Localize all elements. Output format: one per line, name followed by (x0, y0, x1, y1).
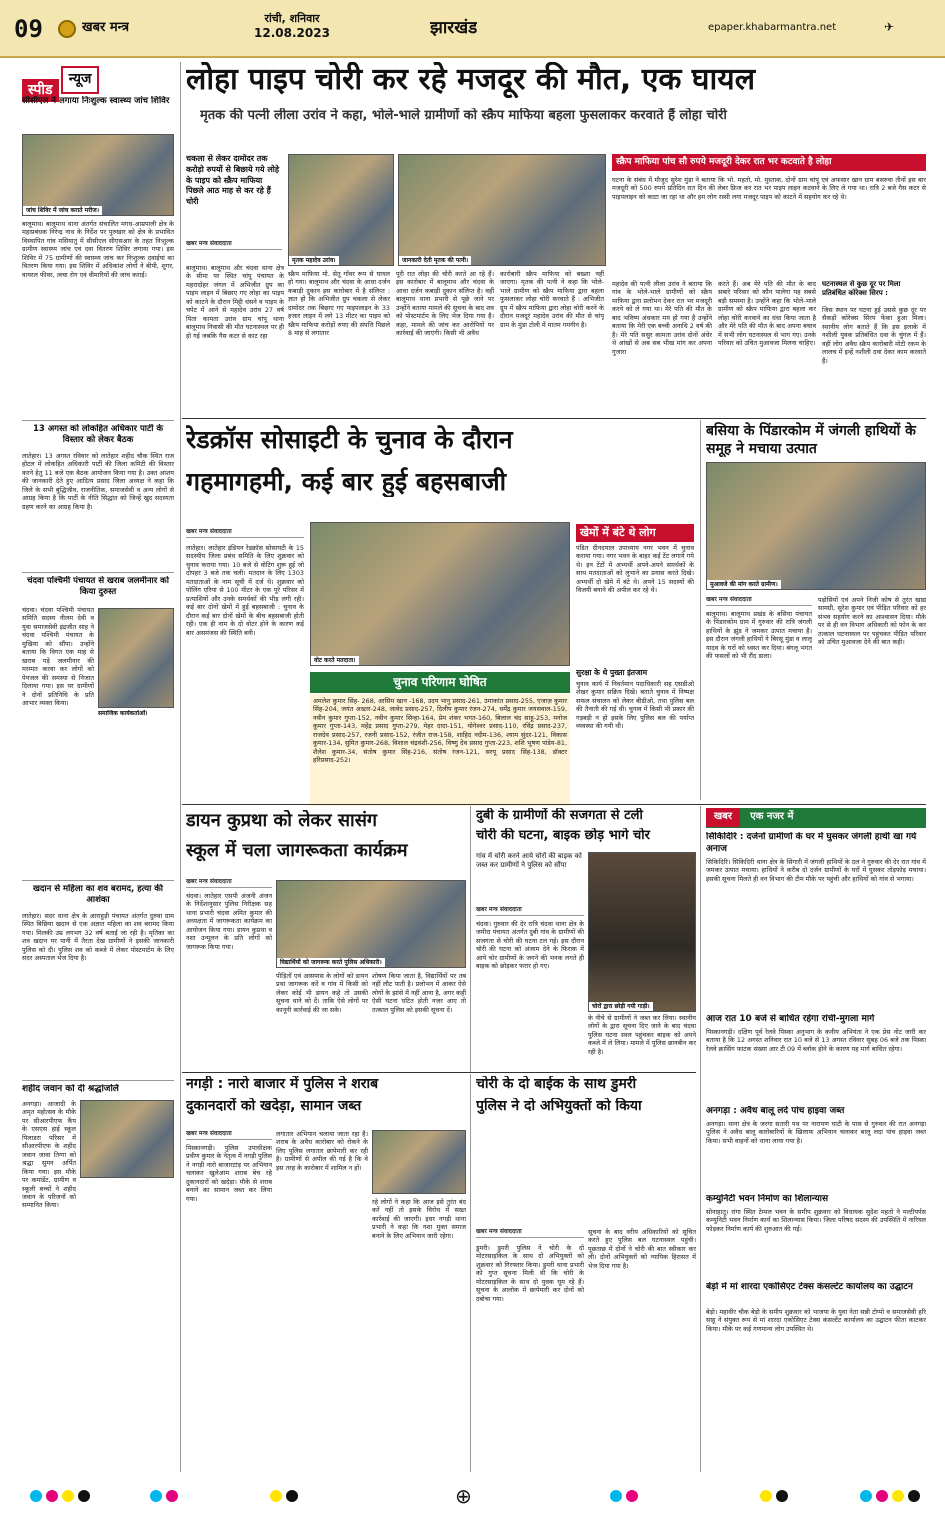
briefs-header (706, 808, 926, 828)
cmyk-dot (78, 1490, 90, 1502)
registration-mark-icon: ⊕ (455, 1484, 472, 1508)
byline: खबर मन्त्र संवाददाता (186, 240, 282, 250)
brief-headline: बेड़ो में मां शारदा एकोसिएट टेक्स कंसल्टेंट कार्यालय का उद्घाटन (706, 1282, 913, 1292)
photo-caption: मुआवजे की मांग करते ग्रामीण। (707, 580, 781, 590)
story-body: चंदवा। लातेहार एसपी अंजनी अंजन के निर्देशानुसार पुलिस निरीक्षक सह थाना प्रभारी चंदवा अमित कुमार की अध्यक्षता में जागरूकता कार्यक्रम का आयोजन किया गया। डायन कुप्रथा व नशा उन्मूलन के प्रति लोगों को जागरूक किया गया। (186, 892, 272, 951)
brand-name: खबर मन्त्र (82, 20, 130, 35)
cmyk-dot (166, 1490, 178, 1502)
cmyk-dot (150, 1490, 162, 1502)
lead-column: बालूमाथ। बालूमाथ और चंदवा थाना क्षेत्र के सीमा पर स्थित चांपू पंचायत के महरादोहर जंगल में अभिजीत ग्रुप का पाइप लाइन में बिछाए गए लोहा का पाइप को काटने के दौरान मिट्टी धंसने व पाइप के चपेट में आने से महादेव उरांव 27 वर्ष पिता कामता उरांव ग्राम चांपू थाना बालूमाथ निवासी की मौत घटनास्थल पर ही हो गई जबकि गैस कटर से काट रहा (186, 264, 284, 340)
byline: खबर मन्त्र संवाददाता (186, 528, 304, 538)
masthead-date-block (232, 12, 352, 41)
brief-body: बेड़ो। महावीर चौक बेड़ो के समीप शुक्रवार को भाजपा के युवा नेता सन्नी टोप्पो व समाजसेवी हरि साहू ने संयुक्त रूप से मां शारदा एकोसिएट टेक्स कंसल्टेंट कार्यालय का उद्घाटन फीता काटकर किया। मौके पर कई गणमान्य लोग उपस्थित थे। (706, 1308, 926, 1333)
story-headline: चोरी की घटना, बाइक छोड़ भागे चोर (476, 828, 650, 843)
cmyk-dot (270, 1490, 282, 1502)
brief-headline: कम्युनिटी भवन निर्माण का शिलान्यास (706, 1194, 829, 1204)
brief-headline: शहीद जवान को दी श्रद्धांजलि (22, 1084, 119, 1094)
brief-body: अनगड़ा। थाना क्षेत्र के जरगा सतारी पथ पर नारायण घाटी के पास से गुरुवार की रात अनगड़ा पुलिस ने अवैध बालू कारोबारियों के खिलाफ अभियान चलाकर बालू लदा पांच हाइवा जब्त किया। सभी वाहनों को थाना लाया गया है। (706, 1120, 926, 1145)
tribute-photo (80, 1100, 174, 1178)
photo-caption: मृतक महादेव उरांव। (289, 256, 339, 266)
registration-color-bar (0, 1478, 945, 1517)
cmyk-dot (892, 1490, 904, 1502)
byline: खबर मन्त्र संवाददाता (186, 878, 272, 888)
story-headline: नगड़ी : नारो बाजार में पुलिस ने शराब (186, 1076, 379, 1092)
lead-column: महादेव की पत्नी लीला उरांव ने बताया कि गांव के भोले-भाले ग्रामीणों को स्क्रैप माफिया द्वारा प्रलोभन देकर रात भर मजदूरी करने को ले गया था। मेरे पति की मौत के बाद भविष्य अंधकार मय हो गया है उन्होंने बताया कि मेरी एक बच्ची अनाधि 2 वर्ष की है। मेरे पति ससुर कामता उरांव दोनों अंधेर थे आंखों से अब सब भीख मांग कर अपना गुजारा (612, 280, 712, 356)
brief-headline: अनगड़ा : अवैध बालू लदे पांच हाइवा जब्त (706, 1106, 845, 1116)
website-link[interactable]: epaper.khabarmantra.net (708, 22, 837, 33)
brief-body: लातेहार। 13 अगस्त रविवार को लातेहार शहीद चौक स्थित राज होटल में लोकहित अधिकारी पार्टी की जिला कमिटी की विस्तार करने हेतु 11 बजे एक बैठक आयोजन किया गया है। उक्त आशय की जानकारी देते हुए आदित्य प्रसाद जिला अध्यक्ष ने कहा कि जिले के सभी बुद्धिजीव, राजनीतिक, समाजसेवी व अन्य लोगों से आग्रह किया है कि पार्टी के नीति सिद्धांत को जिन्हें खुद सदस्यता ग्रहण करने का आग्रह किया है। (22, 452, 174, 511)
story-deck: गांव में चोरी करने आये चोरों की बाइक को जब्त कर ग्रामीणों ने पुलिस को सौंपा (476, 852, 582, 869)
lead-column: कारोबारी स्क्रैप माफिया को बख्शा नहीं जाएगा। मृतक की पत्नी ने कहा कि भोले-भाले ग्रामीण को स्क्रैप माफिया द्वारा बहला फुसलाकर लोहा चोरी करवाते हैं : अभिजीत ग्रुप में स्क्रैप माफिया द्वारा लोहा चोरी करने के दौरान मजदूर महादेव उरांव की मौत से चांपू ग्राम के मुंडा टोली में मातम गमगीन है। (500, 270, 604, 329)
story-body: पंडित दीनदयाल उपाध्याय नगर भवन में चुनाव कराया गया। नगर भवन के बाहर कई टेंट लगाये गये थे। इन टेंटों में अभ्यर्थी अपने-अपने समर्थकों के साथ मतदाताओं को लुभाने का प्रयास करते दिखे। अभ्यर्थी दो खेमे में बंटे थे। अपने 15 सदस्यों की विजयी बनाने की अपील कर रहे थे। (576, 544, 694, 595)
story-body: चंदवा। गुरुवार की देर रात्रि चंदवा थाना क्षेत्र के जमीरा पंचायत अंतर्गत दुबी गांव के ग्रामीणों की सजगता से चोरी की घटना टल गई। इस दौरान चोरी की घटना को अंजाम देने के फिराक में आये चोर ग्रामीणों के जगने की भनक लगते ही बाइक को छोड़कर फरार हो गए। (476, 920, 584, 971)
lead-column: करते हैं। अब मेरे पति की मौत के बाद सबारे परिवार को कौन पालेगा यह सबसे बड़ी समस्या है। उन्होंने कहा कि भोले-भाले ग्रामीण को स्क्रैप माफिया द्वारा बहला कर लोहा चोरी करवाने का धंधा किया जाता है और मेरे पति की मौत के बाद अपना बचाव में सभी लोग घटनास्थल से भाग गए। उनके परिवार को उचित मुआवजा मिलना चाहिए। (718, 280, 816, 348)
story-body: के नीचे से ग्रामीणों ने जब्त कर लिया। स्थानीय लोगों के द्वारा सूचना दिए जाने के बाद चंदवा पुलिस घटना स्थल पहुंचकर बाइक को अपने कब्जे में ले लिया। मामले में पुलिस छानबीन कर रही है। (588, 1014, 696, 1056)
cmyk-dot (62, 1490, 74, 1502)
city-day: रांची, शनिवार (264, 12, 320, 25)
story-body: सूचना के बाद वरीय अधिकारियों को सूचित करते हुए पुलिस बल घटनास्थल पहुंची। पूछताछ में दोनों ने चोरी की बात स्वीकार कर ली। दोनों अभियुक्तों को न्यायिक हिरासत में भेज दिया गया है। (588, 1228, 696, 1270)
police-raid-photo (372, 1130, 466, 1194)
page-number: 09 (14, 15, 43, 43)
divider (22, 880, 174, 881)
lead-headline: लोहा पाइप चोरी कर रहे मजदूर की मौत, एक घायल (186, 62, 756, 97)
story-headline: दुबी के ग्रामीणों की सजगता से टली (476, 808, 643, 823)
column-rule (470, 1074, 471, 1472)
section-name: झारखंड (430, 18, 478, 38)
column-rule (470, 806, 471, 1072)
lead-sidebar-body: घटना के संबंध में मौजूद सुरेश मुंडा ने बताया कि भो. महतो, मो. मुस्ताक, दोनों ग्राम चांपू एवं अफसार खान ग्राम बसरुवा तीनों इस बार मजदूरी को 500 रुपये प्रतिदिन रात दिन की लेबर फ्रिज कर रात भर पाइप लाइन कटवाने के लिए ले गया था। रात्रि 2 बजे गैस कटर से पाइपलाइन को काटा जा रहा था और हम लोग रस्सी लगा मजदूर पाइप को काटने में सहयोग कर रहे थे। (612, 176, 926, 201)
brief-body: पिस्कानगड़ी। दक्षिण पूर्व रेलवे पिस्का अनुभाग के कनीय अभियंता ने एक प्रेस नोट जारी कर बताया है कि 12 अगस्त शनिवार रात 10 बजे से 13 अगस्त रविवार सुबह 06 बजे तक पिस्का रेलवे क्रासिंग फाटक संख्या आर टी 09 में ब्लॉक होने के कारण यह मार्ग बाधित रहेगा। (706, 1028, 926, 1053)
story-body: रहे लोगों ने कहा कि आज इसे तुरंत बंद करें नहीं तो इसके विरोध में सख्त कार्रवाई की जाएगी। इधर नगड़ी थाना प्रभारी ने कहा कि नशा मुक्त समाज बनाने के लिए अभियान जारी रहेगा। (372, 1198, 466, 1240)
speed-news-header (22, 66, 174, 98)
cmyk-dot (626, 1490, 638, 1502)
story-headline: चोरी के दो बाईक के साथ डुमरी (476, 1076, 637, 1092)
lead-pullquote: चकला से लेकर दामोदर तक करोड़ो रुपयों से बिछाये गये लोहे के पाइप को स्क्रैप माफिया पिछले आठ माह से कर रहे हैं चोरी (186, 154, 280, 207)
brief-headline: सिकिदिरि : दर्जनों ग्रामीणों के घर में घुसकर जंगली हाथी खा गये अनाज (706, 832, 917, 854)
briefs-title: एक नजर में (750, 811, 794, 822)
brief-headline: खदान से महिला का शव बरामद, हत्या की आशंका (32, 884, 164, 906)
divider (182, 1072, 696, 1073)
subhead: घटनास्थल से कुछ दूर पर मिला प्रतिबंधित कोरेक्स सिरप : (822, 280, 901, 297)
column-rule (700, 420, 701, 800)
story-headline: रेडक्रॉस सोसाइटी के चुनाव के दौरान (186, 425, 513, 454)
story-body: शोषण किया जाता है, विद्यार्थियों पर तब नहीं लौट पाती है। प्रलोभन में आकर ऐसे लोगों के झांसे में नहीं आना है, अगर कहीं ऐसी घटना घटित होती नजर आए तो तत्काल पुलिस को इसकी सूचना दें। (372, 972, 466, 1014)
byline: खबर मन्त्र संवाददाता (706, 596, 812, 606)
result-heading: चुनाव परिणाम घोषित (310, 672, 570, 693)
brief-headline: 13 अगस्त को लोकहित अधिकार पार्टी के विस्तार को लेकर बैठक (33, 424, 163, 446)
story-body: चुनाव कार्य में निवर्तमान पदाधिकारी सह एसडीओ शेखर कुमार सक्रिय दिखे। बताते चुनाव में निष्पक्ष सफल संचालन को लेकर बीडीओ, तथा पुलिस बल की तैनाती की गई थी। चुनाव में किसी भी प्रकार की गड़बड़ी न हो इसके लिए पुलिस बल की पर्याप्त व्यवस्था की गयी थी। (576, 680, 694, 731)
column-rule (700, 806, 701, 1472)
brand-logo-icon (58, 20, 76, 38)
subhead-box: खेमों में बंटे थे लोग (576, 524, 694, 542)
story-body: पिस्कानगड़ी। पुलिस उपाधीक्षक प्रवीण कुमार के नेतृत्व में नगड़ी पुलिस ने नगड़ी नारो बाजारटांड़ पर अभियान चलाकर खुलेआम शराब बेच रहे दुकानदारों को खदेड़ा। मौके से शराब बनाने का सामान जब्त कर लिया गया। (186, 1144, 272, 1203)
story-body: पीड़ितों एवं आसपास के लोगों को डायन प्रथा जागरूक करें व गांव में किसी को लेकर कोई भी डायन कहे तो उसकी सूचना थाने को दें। ताकि ऐसे लोगों पर कानूनी कार्रवाई की जा सके। (276, 972, 368, 1014)
story-headline: दुकानदारों को खदेड़ा, सामान जब्त (186, 1098, 362, 1114)
news-label: न्यूज (61, 66, 100, 94)
brief-body: अनगड़ा। आजादी के अमृत महोत्सव के मौके पर सीआरपीएफ कैंप के एसएस हाई स्कूल पिलाडरा परिसर में सीआरपीएफ के शहीद जवान जावा तिग्गा को श्रद्धा सुमन अर्पित किया गया। इस मौके पर कमांडेंट, ग्रामीण व स्कूली बच्चों ने शहीद जवान के परिजनों को सम्मानित किया। (22, 1100, 76, 1210)
story-body: पड़ोसियों एवं अपने निजी कोष से तुरंत खाद्य सामग्री, सुरेश कुमार एवं पीड़ित परिवार को हर संभव सहयोग करने का आश्वासन दिया। मौके पर से ही वन विभाग अधिकारी को फोन के कर तत्काल घटनास्थल पर पहुंचकर पीड़ित परिवार को उचित मुआवजा देने की बात कही। (818, 596, 926, 647)
cmyk-dot (860, 1490, 872, 1502)
abandoned-bike-photo (588, 852, 696, 1012)
story-headline: बसिया के पिंडारकोम में जंगली हाथियों के समूह ने मचाया उत्पात (706, 423, 916, 458)
brief-headline: आज रात 10 बजे से बाधित रहेगा रांची-मुगला मार्ग (706, 1014, 875, 1024)
cmyk-dot (908, 1490, 920, 1502)
voting-photo (310, 522, 570, 666)
story-body: बालूमाथ। बालूमाथ प्रखंड के बसिया पंचायत के पिंडारकोम ग्राम में गुरुवार की रात्रि जंगली हाथियों के झुंड ने जमकर उत्पात मचाया है। इस दौरान जंगली हाथियों ने बिरसू मुंडा व लालू यादव के घरों को ध्वस्त कर दिया। बंगलू भगत की फसलों को भी रौंद डाला। (706, 610, 812, 661)
briefs-tag: खबर (706, 808, 740, 827)
victim-photo (288, 154, 394, 266)
byline: खबर मन्त्र संवाददाता (476, 906, 584, 916)
cursor-icon: ✈ (884, 20, 895, 34)
brief-headline: चंदवा पश्चिमी पंचायत से खराब जलमीनार को किया दुरुस्त (27, 576, 169, 598)
photo-caption: जानकारी देती मृतक की पत्नी। (399, 256, 471, 266)
story-body: लगातार अभियान चलाया जाता रहा है। शराब के अवैध कारोबार को रोकने के लिए पुलिस लगातार छापेमारी कर रही है। ग्रामीणों से अपील की गई है कि वे इस तरह के कारोबार में शामिल न हों। (276, 1130, 368, 1172)
story-body: लातेहार। लातेहार इंडियन रेडक्रॉस सोसायटी के 15 सदस्यीय जिला प्रबंध समिति के लिए शुक्रवार को चुनाव कराया गया। 10 बजे से वोटिंग शुरू हुई जो दोपहर 3 बजे तक चली। मतदान के लिए 1303 मतदाताओं के नाम सूची में दर्ज थे। शुक्रवार को पोलिंग एरिया से 100 मीटर के एक पूरे परिसर में प्रत्याशियों और उनके समर्थकों की भीड़ लगी रही। कई बार दोनों खेमों में हुई बहसबाजी : चुनाव के दौरान कई बार दोनों खेमों के बीच बहसबाजी होती रही। एक ही नाम के दो वोटर होने के कारण कई बार असमंजस की स्थिति बनी। (186, 544, 304, 637)
cmyk-dot (876, 1490, 888, 1502)
lead-sidebar-heading: स्क्रैप माफिया पांच सौ रुपये मजदूरी देकर रात भर कटवाते है लोहा (612, 154, 926, 171)
story-headline: डायन कुप्रथा को लेकर सासंग (186, 810, 378, 831)
speed-label: स्पीड (22, 79, 59, 103)
divider (22, 420, 174, 421)
lead-column: पूरी रात लोहा की चोरी करते आ रहे हैं। इस कारोबार में बालूमाथ और चंदवा के आधा दर्जन कबाड़ी दुकान संलिप्त है। वहीं बालूमाथ थाना प्रभारी से पूछे जाने पर उन्होंने बताया मामले की सूचना के बाद शव को पोस्टमार्टम के लिए भेज दिया गया है। कहा, मामले की जांच कर आरोपियों पर कार्रवाई की जाएगी। किसी भी अवैध (396, 270, 494, 338)
cmyk-dot (760, 1490, 772, 1502)
results-list: अमलेश कुमार सिंह- 268, आसिम खान -168, उदय भानु प्रसाद-261, उमाकांत प्रसाद-255, एजाज़ कुमार सिंह-204, जयंत अख्तर-248, जावेद प्रसाद-257, दिलीप कुमार रंजन-274, धर्मेंद्र कुमार जयसवाल-159, नवीन कुमार गुप्ता-152, नवीन कुमार सिन्हा-164, प्रेम शंकर भगत-160, बिलाल चंद साहू-253, मनोज कुमार गुप्ता-143, महेंद्र प्रसाद गुप्ता-279, मेहर दादा-151, योगेश्वर प्रसाद-110, रविंद्र प्रसाद-237, राजदेव प्रसाद-257, रजनी प्रसाद-152, रंजीत राज-158, शाहिद नदीम-136, श्याम सुंदर-121, विकास कुमार-134, सुमित कुमार-268, विशाल चंद्रवंशी-256, विष्णु देव प्रसाद गुप्ता-223, शशि भूषण पांडेय-81, शैलेश कुमार-34, संतोष कुमार सिंह-216, संतोष रंजन-121, सरयू प्रसाद सिंह-138, डॉक्टर हरिप्रसाद-252। (310, 694, 570, 806)
byline: खबर मन्त्र संवाददाता (186, 1130, 272, 1140)
cmyk-dot (286, 1490, 298, 1502)
brief-body: सोनाहातू। रांगा स्थित टेम्पल भवन के समीप शुक्रवार को विधायक सुदेश महतो ने मल्टीपर्पस कम्युनिटी भवन निर्माण कार्य का शिलान्यास किया। जिला परिषद सदस्य की उपस्थिति में नारियल फोड़कर निर्माण कार्य की शुरुआत की गई। (706, 1208, 926, 1233)
photo-caption: विद्यार्थियों को जागरूक करते पुलिस अधिकारी। (277, 958, 385, 968)
brief-body: सिकिदिरि। सिकिदिरी थाना क्षेत्र के सिंगारी में जंगली हाथियों के दल ने गुरुवार की देर रात गांव में जमकर उत्पात मचाया। हाथियों ने करीब दो दर्जन ग्रामीणों के घरों में घुसकर तोड़फोड़ मचाया। इसकी सूचना मिलते ही वन विभाग की टीम मौके पर पहुंची और हाथियों को गांव से भगाया। (706, 858, 926, 883)
column-rule (180, 62, 181, 1472)
divider (182, 804, 926, 805)
lead-column: स्क्रैप माफिया मो. सेतू गाँवर रूप से घायल हो गया। बालूमाथ और चंदवा के आधा दर्जन कबाड़ी दुकान इस कारोबार में है संलिप्त : ज्ञात हो कि अभिजीत ग्रुप चकला से लेकर दामोदर तक बिछाए गए पाइपलाइन के 33 हजार लाइन में लगे 13 मीटर का पाइप को स्क्रैप माफिया करोड़ों रुपए की संपत्ति पिछले 8 माह से लगातार (288, 270, 390, 338)
cmyk-dot (46, 1490, 58, 1502)
cmyk-dot (776, 1490, 788, 1502)
cmyk-dot (30, 1490, 42, 1502)
story-headline: स्कूल में चला जागरूकता कार्यक्रम (186, 840, 408, 861)
lead-column: जिस स्थान पर घटना हुई उससे कुछ दूर पर सैकड़ों कोरेक्स सिरप फेंका हुआ मिला। स्थानीय लोग बताते हैं कि इस इलाके में नशीली युवक प्रतिबंधित दवा के चुंगल में हैं। वहीं लोग अवैध स्क्रैप कारोबारी मोटी रकम के लालच में इन्हें नशीली दवा देकर काम करवाते हैं। (822, 306, 926, 365)
story-body: डुमरी। डुमरी पुलिस ने चोरी के दो मोटरसाइकिल के साथ दो अभियुक्तों को शुक्रवार को गिरफ्तार किया। डुमरी थाना प्रभारी को गुप्त सूचना मिली थी कि चोरी के मोटरसाइकिल के साथ दो युवक घूम रहे हैं। सूचना के आलोक में छापेमारी कर दोनों को दबोचा गया। (476, 1244, 584, 1303)
subhead: सुरक्षा के थे पुख्ता इंतजाम (576, 668, 648, 677)
widow-photo (398, 154, 606, 266)
story-headline: गहमागहमी, कई बार हुई बहसबाजी (186, 467, 507, 496)
photo-caption: चोरों द्वारा छोड़ी गयी गाड़ी। (589, 1002, 653, 1012)
divider (22, 572, 174, 573)
byline: खबर मन्त्र संवाददाता (476, 1228, 584, 1238)
divider (182, 418, 926, 419)
school-photo (276, 880, 466, 968)
issue-date: 12.08.2023 (254, 25, 330, 40)
brief-headline: सीसीएल ने लगाया निःशुल्क स्वास्थ्य जांच शिविर (22, 96, 170, 106)
brief-body: बालूमाथ। बालूमाथ थाना अंतर्गत संचालित मगध-आम्रपाली क्षेत्र के महाप्रबंधक निरेन्द्र नाथ के निर्देश पर पुरुखार को क्षेत्र के प्रभावित विस्थापित गांव मसियातु में सीसीएल सीएसआर के तहत निःशुल्क ग्रामीण स्वास्थ्य जांच एवं दवा वितरण शिविर लगाया गया। इस शिविर में 75 ग्रामीणों की स्वास्थ्य जांच कर निःशुल्क दवाईयां का वितरण किया गया। इस शिविर में अधिकांश लोगों ने बीपी, शुगर, वायरल फीवर, त्वचा रोग एवं वीमारियों की जांच कराई। (22, 220, 174, 279)
lead-deck: मृतक की पत्नी लीला उरांव ने कहा, भोले-भाले ग्रामीणों को स्क्रैप माफिया बहला फुसलाकर करवाते हैं लोहा चोरी (200, 108, 727, 123)
brief-body: लातेहार। सदर थाना क्षेत्र के आराहुड़ी पंचायत अंतर्गत दुरुवा ग्राम स्थित बिछिया खदान से एक अज्ञात महिला का शव बरामद किया गया। मिलकी उम्र लगभग 32 वर्ष बताई जा रही है। मृतिका का शव खदान पर पानी में तैरता देख ग्रामीणों ने इसकी जानकारी पुलिस को दी। पुलिस शव को कब्जे में लेकर पोस्टमार्टम के लिए सदर अस्पताल भेज दिया है। (22, 912, 174, 963)
water-tower-photo (98, 608, 174, 708)
health-camp-photo (22, 134, 174, 216)
photo-caption: जांच शिविर में जांच कराते मरीज। (23, 206, 102, 216)
brief-body: चंदवा। चंदवा पश्चिमी पंचायत समिति सदस्य नीलम देवी व युवा समाजसेवी इंद्रजीत साह ने चंदवा पश्चिमी पंचायत के मुखिया को सौंपा। उन्होंने बताया कि विगत एक माह से खराब पड़े जलमीनार की मरम्मत करवा कर लोगों को पेयजल की समस्या से निजात दिलाया गया। इस पर ग्रामीणों ने दोनों प्रतिनिधि के प्रति आभार व्यक्त किया। (22, 606, 94, 707)
story-headline: पुलिस ने दो अभियुक्तों को किया (476, 1098, 642, 1114)
divider (22, 1080, 174, 1081)
photo-caption: समाजिक कार्यकर्ताओं। (98, 710, 148, 717)
villagers-photo (706, 462, 926, 590)
photo-caption: वोट करते मतदाता। (311, 656, 359, 666)
cmyk-dot (610, 1490, 622, 1502)
